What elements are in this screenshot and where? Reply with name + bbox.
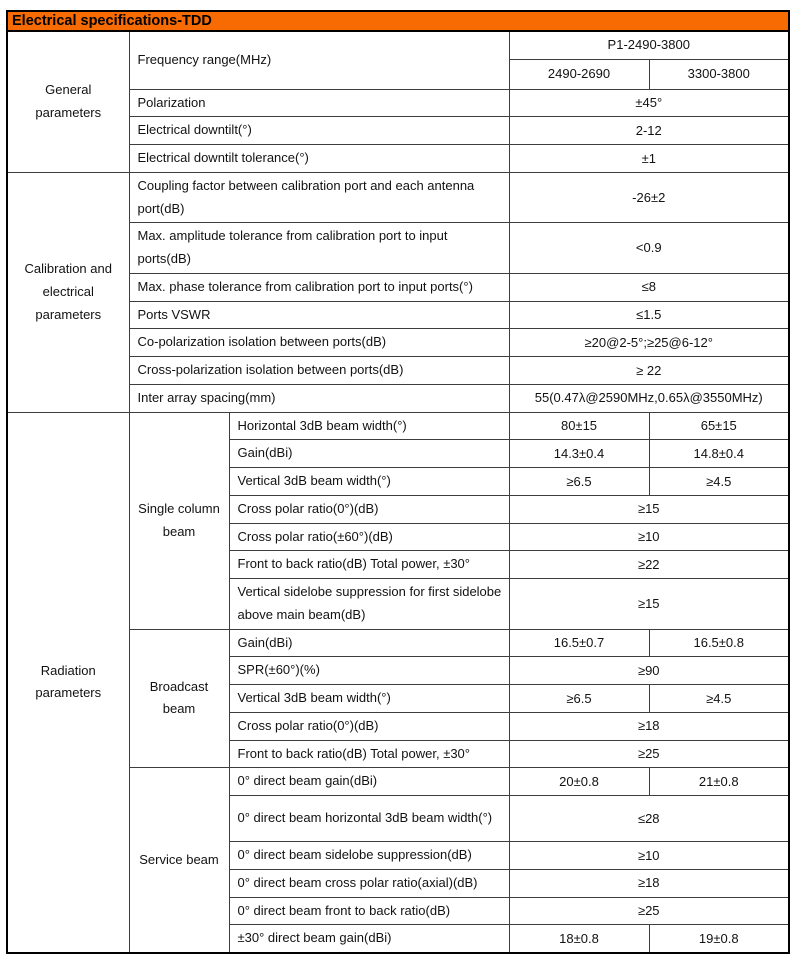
value-sv-horizontal-beam-width: ≤28 xyxy=(509,796,789,842)
value-bc-vertical-beam-width-band1: ≥6.5 xyxy=(509,685,649,713)
subgroup-label-broadcast-beam: Broadcast beam xyxy=(129,629,229,768)
param-sc-cross-polar-ratio-60: Cross polar ratio(±60°)(dB) xyxy=(229,523,509,551)
param-frequency-range: Frequency range(MHz) xyxy=(129,31,509,89)
value-sc-horizontal-beam-width-band1: 80±15 xyxy=(509,412,649,440)
param-sc-cross-polar-ratio-0: Cross polar ratio(0°)(dB) xyxy=(229,495,509,523)
value-polarization: ±45° xyxy=(509,89,789,117)
value-sv-30-direct-beam-gain-band2: 19±0.8 xyxy=(649,925,789,953)
value-sv-30-direct-beam-gain-band1: 18±0.8 xyxy=(509,925,649,953)
value-sv-direct-beam-gain-band1: 20±0.8 xyxy=(509,768,649,796)
subgroup-label-single-column-beam: Single column beam xyxy=(129,412,229,629)
value-sc-cross-polar-ratio-60: ≥10 xyxy=(509,523,789,551)
param-phase-tolerance: Max. phase tolerance from calibration port to input ports(°) xyxy=(129,273,509,301)
param-bc-vertical-beam-width: Vertical 3dB beam width(°) xyxy=(229,685,509,713)
param-sc-gain: Gain(dBi) xyxy=(229,440,509,468)
value-bc-cross-polar-ratio-0: ≥18 xyxy=(509,712,789,740)
param-bc-front-to-back-ratio: Front to back ratio(dB) Total power, ±30° xyxy=(229,740,509,768)
table-title: Electrical specifications-TDD xyxy=(7,11,789,31)
value-sv-direct-beam-gain-band2: 21±0.8 xyxy=(649,768,789,796)
band-header-3300-3800: 3300-3800 xyxy=(649,59,789,89)
param-sv-horizontal-beam-width: 0° direct beam horizontal 3dB beam width(°) xyxy=(229,796,509,842)
value-sc-vertical-beam-width-band1: ≥6.5 xyxy=(509,468,649,496)
param-bc-gain: Gain(dBi) xyxy=(229,629,509,657)
param-sc-vertical-beam-width: Vertical 3dB beam width(°) xyxy=(229,468,509,496)
value-bc-vertical-beam-width-band2: ≥4.5 xyxy=(649,685,789,713)
param-sc-vertical-sidelobe-suppression: Vertical sidelobe suppression for first sidelobe above main beam(dB) xyxy=(229,579,509,630)
value-sv-cross-polar-ratio-axial: ≥18 xyxy=(509,869,789,897)
value-amplitude-tolerance: <0.9 xyxy=(509,223,789,274)
group-label-radiation-parameters: Radiation parameters xyxy=(7,412,129,953)
group-label-calibration-parameters: Calibration and electrical parameters xyxy=(7,172,129,412)
param-inter-array-spacing: Inter array spacing(mm) xyxy=(129,384,509,412)
param-sv-sidelobe-suppression: 0° direct beam sidelobe suppression(dB) xyxy=(229,842,509,870)
value-bc-gain-band2: 16.5±0.8 xyxy=(649,629,789,657)
group-label-general-parameters: General parameters xyxy=(7,31,129,172)
param-sv-direct-beam-gain: 0° direct beam gain(dBi) xyxy=(229,768,509,796)
band-header-2490-2690: 2490-2690 xyxy=(509,59,649,89)
value-sc-gain-band1: 14.3±0.4 xyxy=(509,440,649,468)
value-cross-polarization-isolation: ≥ 22 xyxy=(509,357,789,385)
value-phase-tolerance: ≤8 xyxy=(509,273,789,301)
param-downtilt-tolerance: Electrical downtilt tolerance(°) xyxy=(129,145,509,173)
value-bc-spr: ≥90 xyxy=(509,657,789,685)
param-sv-30-direct-beam-gain: ±30° direct beam gain(dBi) xyxy=(229,925,509,953)
value-sc-front-to-back-ratio: ≥22 xyxy=(509,551,789,579)
value-bc-front-to-back-ratio: ≥25 xyxy=(509,740,789,768)
value-co-polarization-isolation: ≥20@2-5°;≥25@6-12° xyxy=(509,329,789,357)
param-coupling-factor: Coupling factor between calibration port and each antenna port(dB) xyxy=(129,172,509,223)
param-co-polarization-isolation: Co-polarization isolation between ports(dB) xyxy=(129,329,509,357)
value-sv-front-to-back-ratio: ≥25 xyxy=(509,897,789,925)
value-sc-cross-polar-ratio-0: ≥15 xyxy=(509,495,789,523)
value-downtilt-tolerance: ±1 xyxy=(509,145,789,173)
param-cross-polarization-isolation: Cross-polarization isolation between ports(dB) xyxy=(129,357,509,385)
value-ports-vswr: ≤1.5 xyxy=(509,301,789,329)
value-inter-array-spacing: 55(0.47λ@2590MHz,0.65λ@3550MHz) xyxy=(509,384,789,412)
param-ports-vswr: Ports VSWR xyxy=(129,301,509,329)
subgroup-label-service-beam: Service beam xyxy=(129,768,229,953)
param-sv-cross-polar-ratio-axial: 0° direct beam cross polar ratio(axial)(dB) xyxy=(229,869,509,897)
value-sc-vertical-sidelobe-suppression: ≥15 xyxy=(509,579,789,630)
value-coupling-factor: -26±2 xyxy=(509,172,789,223)
param-polarization: Polarization xyxy=(129,89,509,117)
value-bc-gain-band1: 16.5±0.7 xyxy=(509,629,649,657)
value-sc-horizontal-beam-width-band2: 65±15 xyxy=(649,412,789,440)
param-electrical-downtilt: Electrical downtilt(°) xyxy=(129,117,509,145)
param-sc-horizontal-beam-width: Horizontal 3dB beam width(°) xyxy=(229,412,509,440)
value-electrical-downtilt: 2-12 xyxy=(509,117,789,145)
param-sv-front-to-back-ratio: 0° direct beam front to back ratio(dB) xyxy=(229,897,509,925)
product-model-cell: P1-2490-3800 xyxy=(509,31,789,59)
param-bc-cross-polar-ratio-0: Cross polar ratio(0°)(dB) xyxy=(229,712,509,740)
param-sc-front-to-back-ratio: Front to back ratio(dB) Total power, ±30° xyxy=(229,551,509,579)
param-amplitude-tolerance: Max. amplitude tolerance from calibration port to input ports(dB) xyxy=(129,223,509,274)
param-bc-spr: SPR(±60°)(%) xyxy=(229,657,509,685)
value-sv-sidelobe-suppression: ≥10 xyxy=(509,842,789,870)
electrical-specifications-table xyxy=(6,10,790,954)
value-sc-vertical-beam-width-band2: ≥4.5 xyxy=(649,468,789,496)
value-sc-gain-band2: 14.8±0.4 xyxy=(649,440,789,468)
